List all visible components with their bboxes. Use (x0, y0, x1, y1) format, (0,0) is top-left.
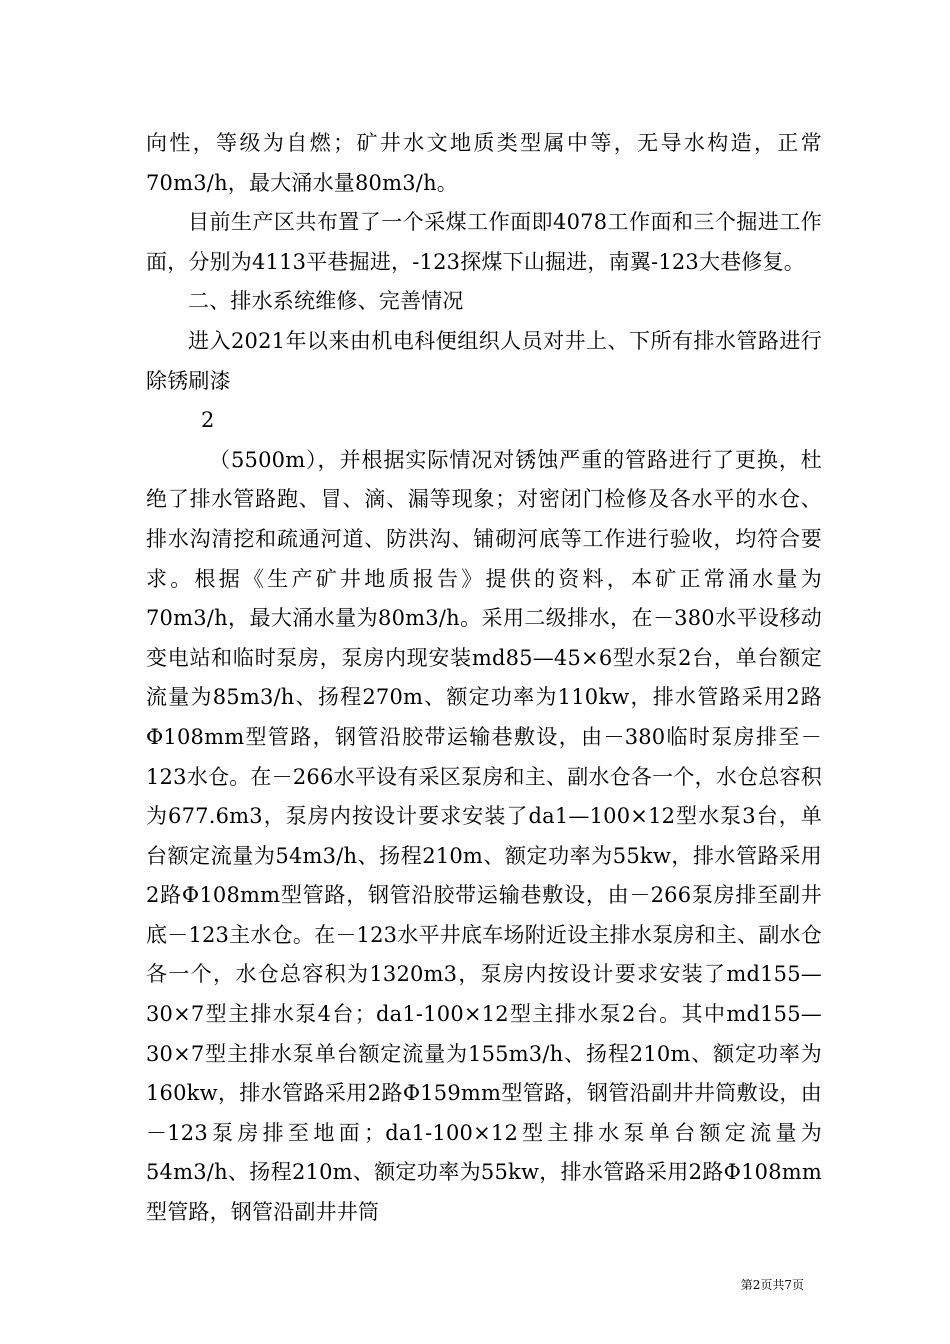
paragraph-drainage-details: （5500m），并根据实际情况对锈蚀严重的管路进行了更换，杜绝了排水管路跑、冒、滴、漏等现象；对密闭门检修及各水平的水仓、排水沟清挖和疏通河道、防洪沟、铺砌河底等工作进行验收，均符合要求。根据《生产矿井地质报告》提供的资料，本矿正常涌水量为70m3/h，最大涌水量为80m3/h。采用二级排水，在－380水平设移动变电站和临时泵房，泵房内现安装md85—45×6型水泵2台，单台额定流量为85m3/h、扬程270m、额定功率为110kw，排水管路采用2路Φ108mm型管路，钢管沿胶带运输巷敷设，由－380临时泵房排至－123水仓。在－266水平设有采区泵房和主、副水仓各一个，水仓总容积为677.6m3，泵房内按设计要求安装了da1—100×12型水泵3台，单台额定流量为54m3/h、扬程210m、额定功率为55kw，排水管路采用2路Φ108mm型管路，钢管沿胶带运输巷敷设，由－266泵房排至副井底－123主水仓。在－123水平井底车场附近设主排水泵房和主、副水仓各一个，水仓总容积为1320m3，泵房内按设计要求安装了md155—30×7型主排水泵4台；da1-100×12型主排水泵2台。其中md155—30×7型主排水泵单台额定流量为155m3/h、扬程210m、额定功率为160kw，排水管路采用2路Φ159mm型管路，钢管沿副井井筒敷设，由－123泵房排至地面；da1-100×12型主排水泵单台额定流量为54m3/h、扬程210m、额定功率为55kw，排水管路采用2路Φ108mm型管路，钢管沿副井井筒 (146, 447, 822, 1225)
inline-page-number: 2 (201, 408, 215, 433)
paragraph-hydrology: 向性，等级为自燃；矿井水文地质类型属中等，无导水构造，正常70m3/h，最大涌水量80m3/h。 (146, 131, 822, 195)
paragraph-drainage-intro: 进入2021年以来由机电科便组织人员对井上、下所有排水管路进行除锈刷漆 (146, 328, 822, 393)
page-footer: 第2页共7页 (740, 1278, 804, 1292)
paragraph-work-faces: 目前生产区共布置了一个采煤工作面即4078工作面和三个掘进工作面，分别为4113平巷掘进，-123探煤下山掘进，南翼-123大巷修复。 (146, 210, 822, 274)
section-heading-drainage: 二、排水系统维修、完善情况 (188, 289, 464, 314)
document-body (146, 124, 822, 1233)
